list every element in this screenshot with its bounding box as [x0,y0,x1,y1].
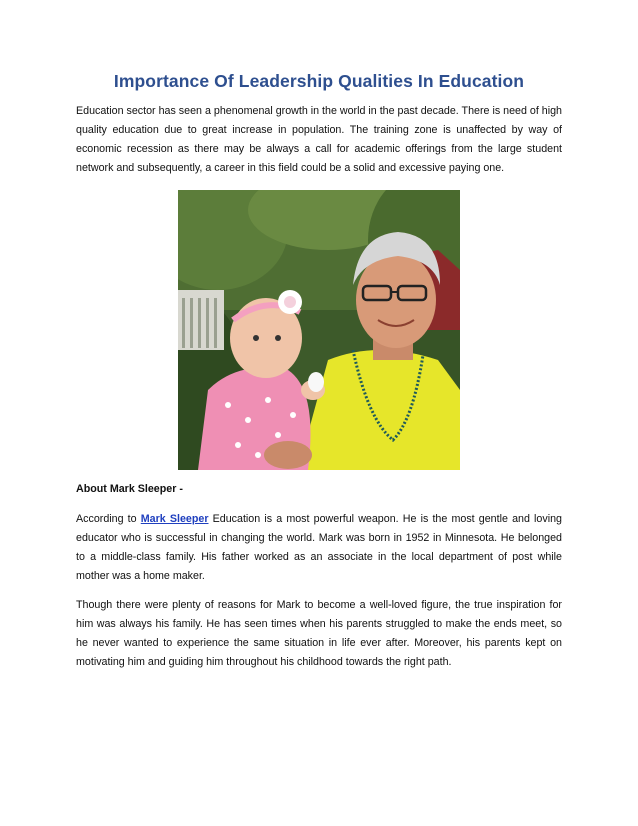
para2-text-after: Education is a most powerful weapon. He is the most gentle and loving educator who is successful in changing the world. Mark was born in 1952 in Minnesota. He belonged to a middle-class family. His father worked as an associate in the local department of post while mother was a home maker. [76,513,562,582]
page-title: Importance Of Leadership Qualities In Education [113,71,525,91]
intro-paragraph: Education sector has seen a phenomenal growth in the world in the past decade. There is need of high quality education due to great increase in population. The training zone is unaffected by way of economic recession as there may be always a call for academic offerings from the large student network and subsequently, a career in this field could be a solid and excessive paying one. [76,105,562,174]
document-page [76,70,562,672]
photo-grandfather-with-baby [178,190,460,470]
inspiration-paragraph: Though there were plenty of reasons for Mark to become a well-loved figure, the true inspiration for him was always his family. He has seen times when his parents struggled to make the ends meet, so he never wanted to experience the same situation in life ever after. Moreover, his parents kept on motivating him and guiding him throughout his childhood towards the right path. [76,599,562,668]
biography-paragraph [76,510,562,586]
mark-sleeper-link[interactable]: Mark Sleeper [140,513,209,525]
about-heading: About Mark Sleeper - [76,483,183,495]
para2-text-before: According to [76,513,141,525]
